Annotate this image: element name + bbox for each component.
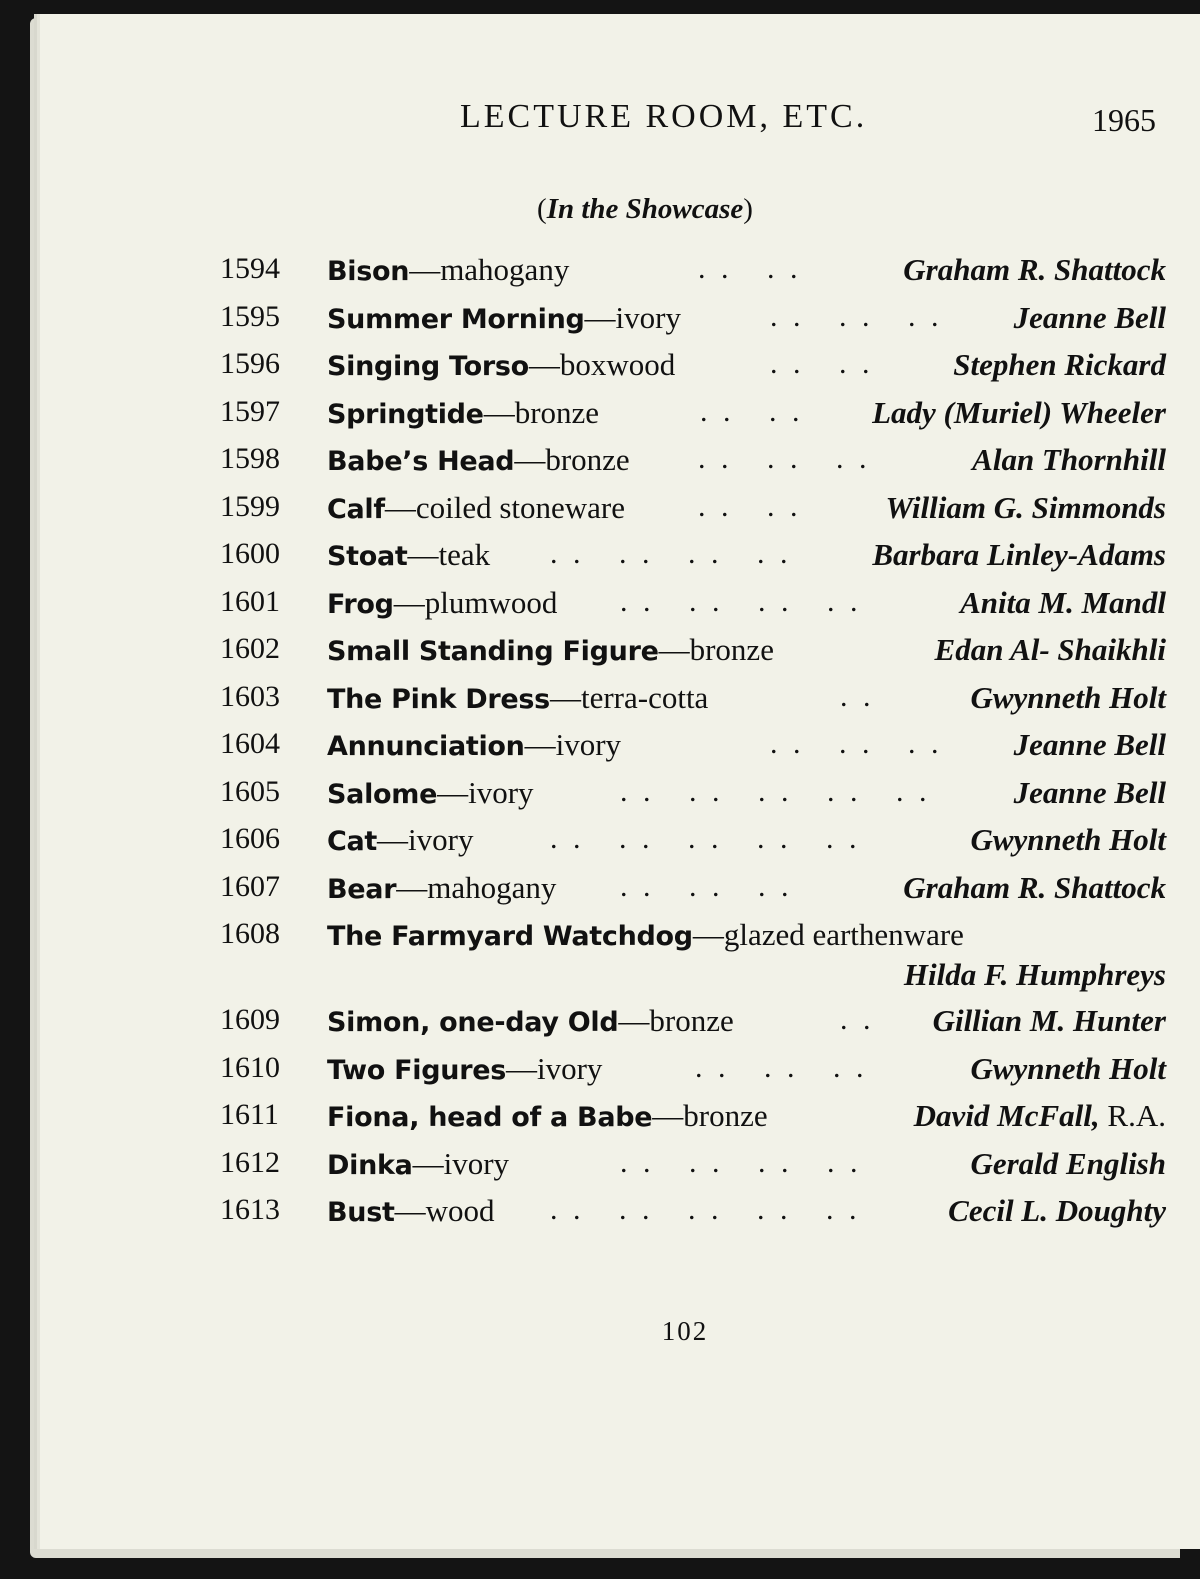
entry-number: 1598 [220,442,280,475]
entry-leaders: . . . . . . [695,1050,868,1084]
entry-number: 1595 [220,299,280,333]
entry-artist: Lady (Muriel) Wheeler [872,394,1166,430]
entry-leaders: . . . . . . . . . . [550,822,861,855]
entry-artist: Graham R. Shattock [903,869,1166,905]
entry-artist: Jeanne Bell [1013,774,1166,810]
entry-leaders: . . . . . . . . [620,584,862,618]
entry-title: Simon, one-day Old [327,1007,619,1038]
entry-title: Calf [327,493,385,525]
entry-leaders: . . . . . . [620,869,793,903]
entry-description [327,870,556,906]
entry-leaders: . . [840,679,875,713]
entry-artist: Graham R. Shattock [903,252,1166,287]
entry-number: 1603 [220,679,280,713]
entry-material: —bronze [514,442,630,477]
entry-title: Babe’s Head [327,446,515,477]
entry-artist: Cecil L. Doughty [948,1193,1166,1228]
entry-material: —plumwood [393,584,558,620]
entry-title: The Pink Dress [327,683,550,715]
entry-title: Two Figures [327,1054,506,1086]
entry-leaders: . . . . [770,347,874,380]
entry-artist: William G. Simmonds [885,489,1166,525]
entry-material: —ivory [377,822,474,857]
entry-artist-name: David McFall, [913,1098,1100,1133]
entry-title: Bison [327,256,410,287]
entry-material: —ivory [437,774,534,810]
entry-number: 1611 [220,1098,279,1131]
entry-leaders: . . . . [698,489,802,523]
entry-description [327,252,569,288]
entry-material: —bronze [483,394,600,430]
entry-number: 1607 [220,869,280,903]
catalogue-entry [220,866,1166,914]
entry-artist: Edan Al- Shaikhli [934,632,1166,667]
entry-artist: Jeanne Bell [1013,299,1166,335]
entry-description [327,632,774,668]
entry-title: Springtide [327,398,484,430]
entry-title: Salome [327,778,438,810]
entry-description [327,680,708,716]
entry-material: —mahogany [409,252,570,287]
entry-title: Annunciation [327,731,525,762]
catalogue-entries [220,248,1166,1237]
entry-leaders: . . . . . . . . [620,1145,862,1179]
entry-title: Singing Torso [327,351,529,382]
entry-number: 1594 [220,252,280,285]
entry-material: —terra-cotta [549,679,709,715]
entry-description [327,442,630,478]
catalogue-entry [220,1189,1166,1237]
entry-leaders: . . . . . . . . . . [620,774,931,808]
catalogue-entry [220,1142,1166,1190]
entry-description [327,727,621,763]
entry-leaders: . . . . . . . . [550,537,792,570]
entry-description [327,1051,602,1087]
entry-title: Fiona, head of a Babe [327,1102,653,1133]
catalogue-entry [220,999,1166,1047]
entry-title: Small Standing Figure [327,636,659,667]
catalogue-entry [220,343,1166,391]
entry-number: 1599 [220,489,280,523]
entry-artist: Gillian M. Hunter [932,1003,1166,1038]
entry-description [327,917,964,953]
entry-number: 1605 [220,774,280,808]
entry-description [327,585,557,621]
catalogue-entry [220,486,1166,534]
entry-artist [914,1098,1166,1134]
entry-number: 1596 [220,347,280,380]
entry-material: —ivory [584,299,681,335]
catalogue-entry [220,296,1166,344]
entry-artist: Alan Thornhill [972,442,1166,477]
catalogue-entry [220,913,1166,999]
entry-leaders: . . . . . . [770,727,943,760]
entry-number: 1602 [220,632,280,665]
entry-description [327,300,681,336]
entry-material: —bronze [618,1003,734,1038]
catalogue-entry [220,248,1166,296]
section-subheading: (In the Showcase) [537,193,753,225]
entry-title: Bust [327,1197,395,1228]
entry-leaders: . . . . . . [770,299,943,333]
running-head-title: LECTURE ROOM, ETC. [460,98,868,135]
running-head-page-number: 1965 [1092,102,1156,138]
entry-artist: Anita M. Mandl [960,584,1166,620]
entry-number: 1608 [220,917,280,950]
entry-leaders: . . . . [698,252,802,285]
catalogue-entry [220,771,1166,819]
catalogue-entry [220,533,1166,581]
entry-title: Stoat [327,541,408,572]
entry-description [327,537,490,573]
entry-material: —ivory [412,1145,510,1181]
entry-number: 1609 [220,1003,280,1036]
entry-number: 1600 [220,537,280,570]
catalogue-entry [220,818,1166,866]
entry-title: Bear [327,873,397,905]
entry-title: Cat [327,826,378,857]
catalogue-entry [220,581,1166,629]
entry-title: Summer Morning [327,303,585,335]
entry-material: —bronze [652,1098,768,1133]
entry-artist: Barbara Linley-Adams [872,537,1166,572]
entry-artist: Gwynneth Holt [970,1050,1166,1086]
entry-leaders: . . . . . . . . . . [550,1193,861,1226]
catalogue-entry [220,676,1166,724]
page-folio: 102 [661,1316,709,1346]
entry-leaders: . . . . . . [698,442,871,475]
entry-artist: Gwynneth Holt [970,822,1166,857]
entry-material: —glazed earthenware [692,917,964,952]
section-subheading-text: In the Showcase [546,193,744,225]
entry-description [327,395,599,431]
entry-artist: Hilda F. Humphreys [903,957,1166,992]
entry-material: —wood [394,1193,495,1228]
entry-description [327,1193,494,1229]
entry-artist: Jeanne Bell [1013,727,1166,762]
entry-description [327,775,534,811]
entry-title: The Farmyard Watchdog [327,921,693,952]
entry-artist: Gerald English [970,1145,1166,1181]
entry-number: 1613 [220,1193,280,1226]
entry-description [327,822,473,858]
entry-artist-honours: R.A. [1099,1098,1166,1133]
entry-artist: Gwynneth Holt [970,679,1166,715]
entry-number: 1597 [220,394,280,428]
entry-description [327,1098,768,1134]
entry-description [327,1003,734,1039]
entry-description [327,1146,509,1182]
entry-material: —boxwood [528,347,676,382]
catalogue-entry [220,723,1166,771]
catalogue-entry [220,391,1166,439]
entry-leaders: . . [840,1003,875,1036]
entry-title: Dinka [327,1149,413,1181]
entry-material: —coiled stoneware [384,489,626,525]
running-head [0,98,1200,138]
entry-number: 1610 [220,1050,280,1084]
entry-leaders: . . . . [700,394,804,428]
entry-material: —ivory [524,727,622,762]
entry-material: —bronze [658,632,774,667]
entry-title: Frog [327,588,394,620]
entry-number: 1606 [220,822,280,855]
entry-description [327,347,675,383]
entry-description [327,490,625,526]
entry-material: —mahogany [396,869,557,905]
entry-number: 1612 [220,1145,280,1179]
entry-number: 1601 [220,584,280,618]
entry-artist: Stephen Rickard [953,347,1166,382]
entry-material: —teak [407,537,491,572]
entry-material: —ivory [506,1050,603,1086]
catalogue-entry [220,438,1166,486]
catalogue-entry [220,1094,1166,1142]
catalogue-entry [220,628,1166,676]
catalogue-entry [220,1047,1166,1095]
entry-number: 1604 [220,727,280,760]
